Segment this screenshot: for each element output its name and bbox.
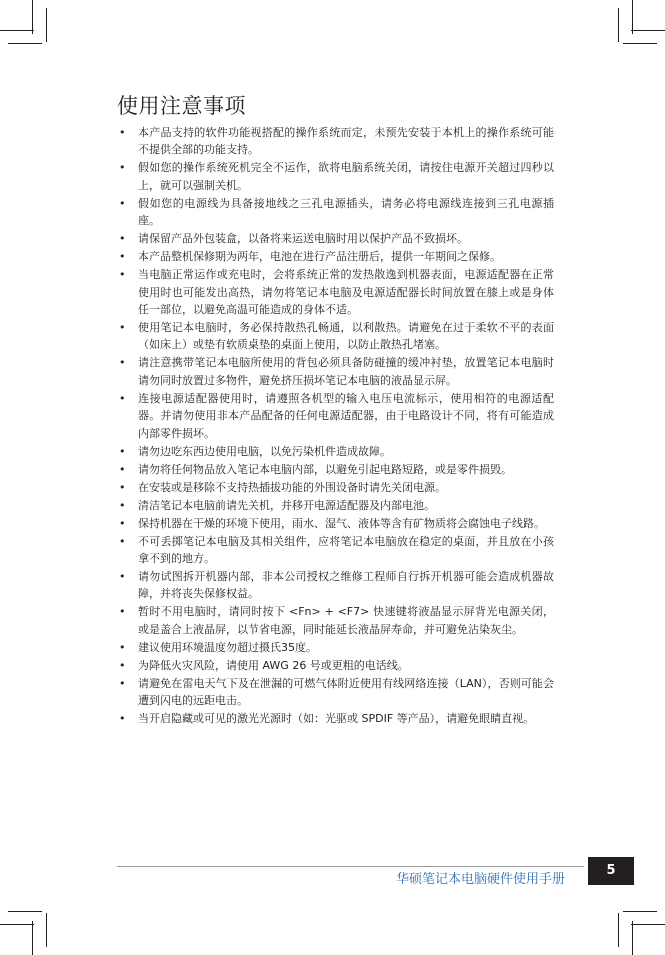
- list-item: • 当电脑正常运作或充电时，会将系统正常的发热散逸到机器表面，电源适配器在正常使用时也可能发出高热，请勿将笔记本电脑及电源适配器长时间放置在膝上或是身体任一部位，以避免高温可能造成的身体不适。: [117, 266, 554, 318]
- list-item: • 使用笔记本电脑时，务必保持散热孔畅通，以利散热。请避免在过于柔软不平的表面（如床上）或垫有软质桌垫的桌面上使用，以防止散热孔堵塞。: [117, 319, 554, 354]
- list-item: • 建议使用环境温度勿超过摄氏35度。: [117, 639, 554, 656]
- list-item: • 请保留产品外包装盒，以备将来运送电脑时用以保护产品不致损坏。: [117, 230, 554, 247]
- crop-mark: [32, 0, 33, 34]
- list-item: • 请勿试图拆开机器内部，非本公司授权之维修工程师自行拆开机器可能会造成机器故障，并将丧失保修权益。: [117, 568, 554, 603]
- crop-mark: [631, 30, 665, 31]
- crop-mark: [46, 8, 47, 42]
- list-item: • 在安装或是移除不支持热插拔功能的外围设备时请先关闭电源。: [117, 479, 554, 496]
- crop-mark: [32, 921, 33, 955]
- list-item: • 请勿将任何物品放入笔记本电脑内部，以避免引起电路短路，或是零件损毁。: [117, 461, 554, 478]
- page-title: 使用注意事项: [117, 94, 246, 118]
- crop-mark: [632, 0, 633, 34]
- list-item: • 不可丢掷笔记本电脑及其相关组件，应将笔记本电脑放在稳定的桌面，并且放在小孩拿不到的地方。: [117, 533, 554, 568]
- crop-mark: [632, 921, 633, 955]
- crop-mark: [618, 913, 619, 947]
- list-item: • 暂时不用电脑时，请同时按下 <Fn> + <F7> 快速键将液晶显示屏背光电源关闭，或是盖合上液晶屏，以节省电源，同时能延长液晶屏寿命，并可避免沾染灰尘。: [117, 603, 554, 638]
- crop-mark: [0, 30, 34, 31]
- crop-mark: [8, 911, 42, 912]
- list-item: • 假如您的操作系统死机完全不运作，欲将电脑系统关闭，请按住电源开关超过四秒以上，就可以强制关机。: [117, 159, 554, 194]
- crop-mark: [46, 913, 47, 947]
- list-item: • 为降低火灾风险，请使用 AWG 26 号或更粗的电话线。: [117, 657, 554, 674]
- list-item: • 保持机器在干燥的环境下使用，雨水、湿气、液体等含有矿物质将会腐蚀电子线路。: [117, 515, 554, 532]
- footer-divider: [117, 866, 584, 867]
- list-item: • 假如您的电源线为具备接地线之三孔电源插头，请务必将电源线连接到三孔电源插座。: [117, 195, 554, 230]
- crop-mark: [0, 924, 34, 925]
- crop-mark: [631, 924, 665, 925]
- crop-mark: [8, 43, 42, 44]
- list-item: • 本产品支持的软件功能视搭配的操作系统而定，未预先安装于本机上的操作系统可能不提供全部的功能支持。: [117, 124, 554, 159]
- list-item: • 请避免在雷电天气下及在泄漏的可燃气体附近使用有线网络连接（LAN），否则可能会遭到闪电的远距电击。: [117, 675, 554, 710]
- crop-mark: [618, 8, 619, 42]
- list-item: • 清洁笔记本电脑前请先关机，并移开电源适配器及内部电池。: [117, 497, 554, 514]
- manual-title: 华硕笔记本电脑硬件使用手册: [395, 872, 565, 887]
- list-item: • 请勿边吃东西边使用电脑，以免污染机件造成故障。: [117, 443, 554, 460]
- list-item: • 本产品整机保修期为两年，电池在进行产品注册后，提供一年期间之保修。: [117, 248, 554, 265]
- crop-mark: [623, 911, 657, 912]
- crop-mark: [623, 43, 657, 44]
- page-number-badge: 5: [588, 857, 634, 885]
- notes-list: [117, 124, 554, 728]
- list-item: • 当开启隐藏或可见的激光光源时（如：光驱或 SPDIF 等产品），请避免眼睛直视。: [117, 710, 554, 727]
- list-item: • 请注意携带笔记本电脑所使用的背包必须具备防碰撞的缓冲衬垫，放置笔记本电脑时请勿同时放置过多物件，避免挤压损坏笔记本电脑的液晶显示屏。: [117, 354, 554, 389]
- list-item: • 连接电源适配器使用时，请遵照各机型的输入电压电流标示，使用相符的电源适配器。并请勿使用非本产品配备的任何电源适配器，由于电路设计不同，将有可能造成内部零件损坏。: [117, 390, 554, 442]
